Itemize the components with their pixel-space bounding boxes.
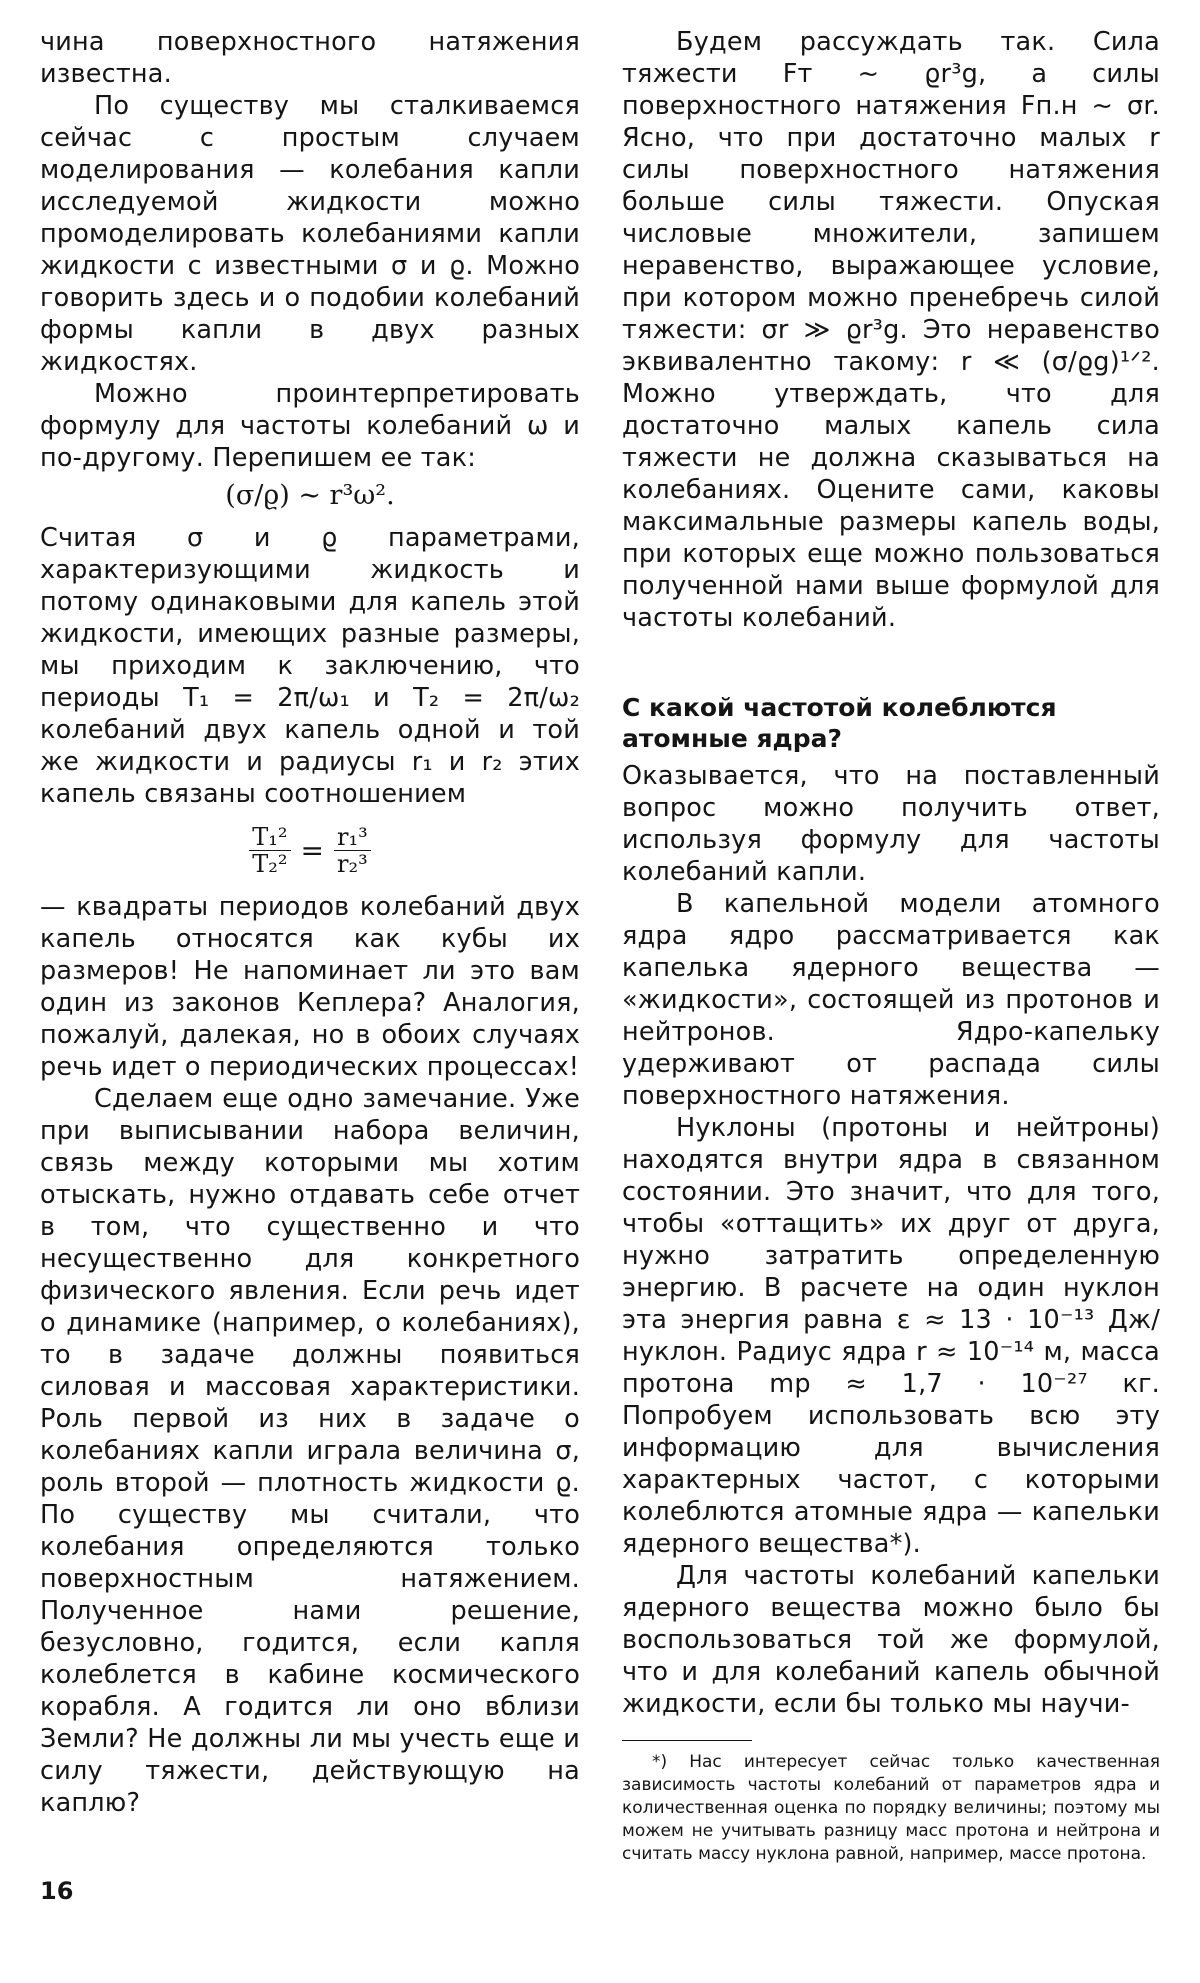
right-column — [622, 26, 1160, 1866]
right-paragraph-5: Для частоты колебаний капельки ядерного вещества можно было бы воспользоваться той же формулой, что и для колебаний капель обычной жидкости, если бы только мы научи- — [622, 1561, 1160, 1719]
page-number: 16 — [40, 1877, 74, 1905]
right-paragraph-2: Оказывается, что на поставленный вопрос можно получить ответ, используя формулу для частоты колебаний капли. — [622, 761, 1160, 887]
fraction-periods-numerator: T₁² — [249, 824, 290, 851]
right-paragraph-3: В капельной модели атомного ядра ядро рассматривается как капелька ядерного вещества — «жидкости», состоящей из протонов и нейтронов. Ядро-капельку удерживают от распада силы поверхностного натяжения. — [622, 889, 1160, 1111]
left-paragraph-3: Можно проинтерпретировать формулу для частоты колебаний ω и по-другому. Перепишем ее так: — [40, 379, 580, 473]
footnote: *) Нас интересует сейчас только качественная зависимость частоты колебаний от параметров ядра и количественная оценка по порядку величины; поэтому мы можем не учитывать разницу масс протона и нейтрона и считать массу нуклона равной, например, массе протона. — [622, 1752, 1160, 1864]
fraction-radii-denominator: r₂³ — [337, 850, 368, 878]
left-paragraph-4: Считая σ и ϱ параметрами, характеризующими жидкость и потому одинаковыми для капель этой жидкости, имеющих разные размеры, мы приходим к заключению, что периоды T₁ = 2π/ω₁ и T₂ = 2π/ω₂ колебаний двух капель одной и той же жидкости и радиусы r₁ и r₂ этих капель связаны соотношением — [40, 523, 580, 809]
left-paragraph-5: — квадраты периодов колебаний двух капель относятся как кубы их размеров! Не напоминает ли это вам один из законов Кеплера? Аналогия, пожалуй, далекая, но в обоих случаях речь идет о периодических процессах! — [40, 892, 580, 1082]
fraction-radii-numerator: r₁³ — [334, 824, 371, 851]
equals-sign: = — [300, 834, 324, 867]
fraction-radii — [334, 824, 371, 877]
fraction-periods-denominator: T₂² — [252, 850, 288, 878]
section-heading: С какой частотой колеблются атомные ядра? — [622, 693, 1057, 753]
left-paragraph-2: По существу мы сталкиваемся сейчас с простым случаем моделирования — колебания капли исследуемой жидкости можно промоделировать колебаниями капли жидкости с известными σ и ϱ. Можно говорить здесь и о подобии колебаний формы капли в двух разных жидкостях. — [40, 91, 580, 377]
left-paragraph-1: чина поверхностного натяжения известна. — [40, 27, 580, 89]
left-paragraph-6: Сделаем еще одно замечание. Уже при выписывании набора величин, связь между которыми мы хотим отыскать, нужно отдавать себе отчет в том, что существенно и что несущественно для конкретного физического явления. Если речь идет о динамике (например, о колебаниях), то в задаче должны появиться силовая и массовая характеристики. Роль первой из них в задаче о колебаниях капли играла величина σ, роль второй — плотность жидкости ϱ. По существу мы считали, что колебания определяются только поверхностным натяжением. Полученное нами решение, безусловно, годится, если капля колеблется в кабине космического корабля. А годится ли оно вблизи Земли? Не должны ли мы учесть еще и силу тяжести, действующую на каплю? — [40, 1084, 580, 1818]
formula-kepler-ratio — [40, 824, 580, 877]
left-column — [40, 26, 580, 1819]
right-paragraph-4: Нуклоны (протоны и нейтроны) находятся внутри ядра в связанном состоянии. Это значит, что для того, чтобы «оттащить» их друг от друга, нужно затратить определенную энергию. В расчете на один нуклон эта энергия равна ε ≈ 13 · 10⁻¹³ Дж/нуклон. Радиус ядра r ≈ 10⁻¹⁴ м, масса протона mp ≈ 1,7 · 10⁻²⁷ кг. Попробуем использовать всю эту информацию для вычисления характерных частот, с которыми колеблются атомные ядра — капельки ядерного вещества*). — [622, 1113, 1160, 1559]
formula-sigma-rho: (σ/ϱ) ∼ r³ω². — [225, 480, 395, 511]
fraction-periods — [249, 824, 290, 877]
footnote-divider — [622, 1740, 752, 1741]
right-paragraph-1: Будем рассуждать так. Сила тяжести Fт ∼ ϱr³g, а силы поверхностного натяжения Fп.н ∼ σr. Ясно, что при достаточно малых r силы поверхностного натяжения больше силы тяжести. Опуская числовые множители, запишем неравенство, выражающее условие, при котором можно пренебречь силой тяжести: σr ≫ ϱr³g. Это неравенство эквивалентно такому: r ≪ (σ/ϱg)¹ᐟ². Можно утверждать, что для достаточно малых капель сила тяжести не должна сказываться на колебаниях. Оцените сами, каковы максимальные размеры капель воды, при которых еще можно пользоваться полученной нами выше формулой для частоты колебаний. — [622, 27, 1160, 633]
